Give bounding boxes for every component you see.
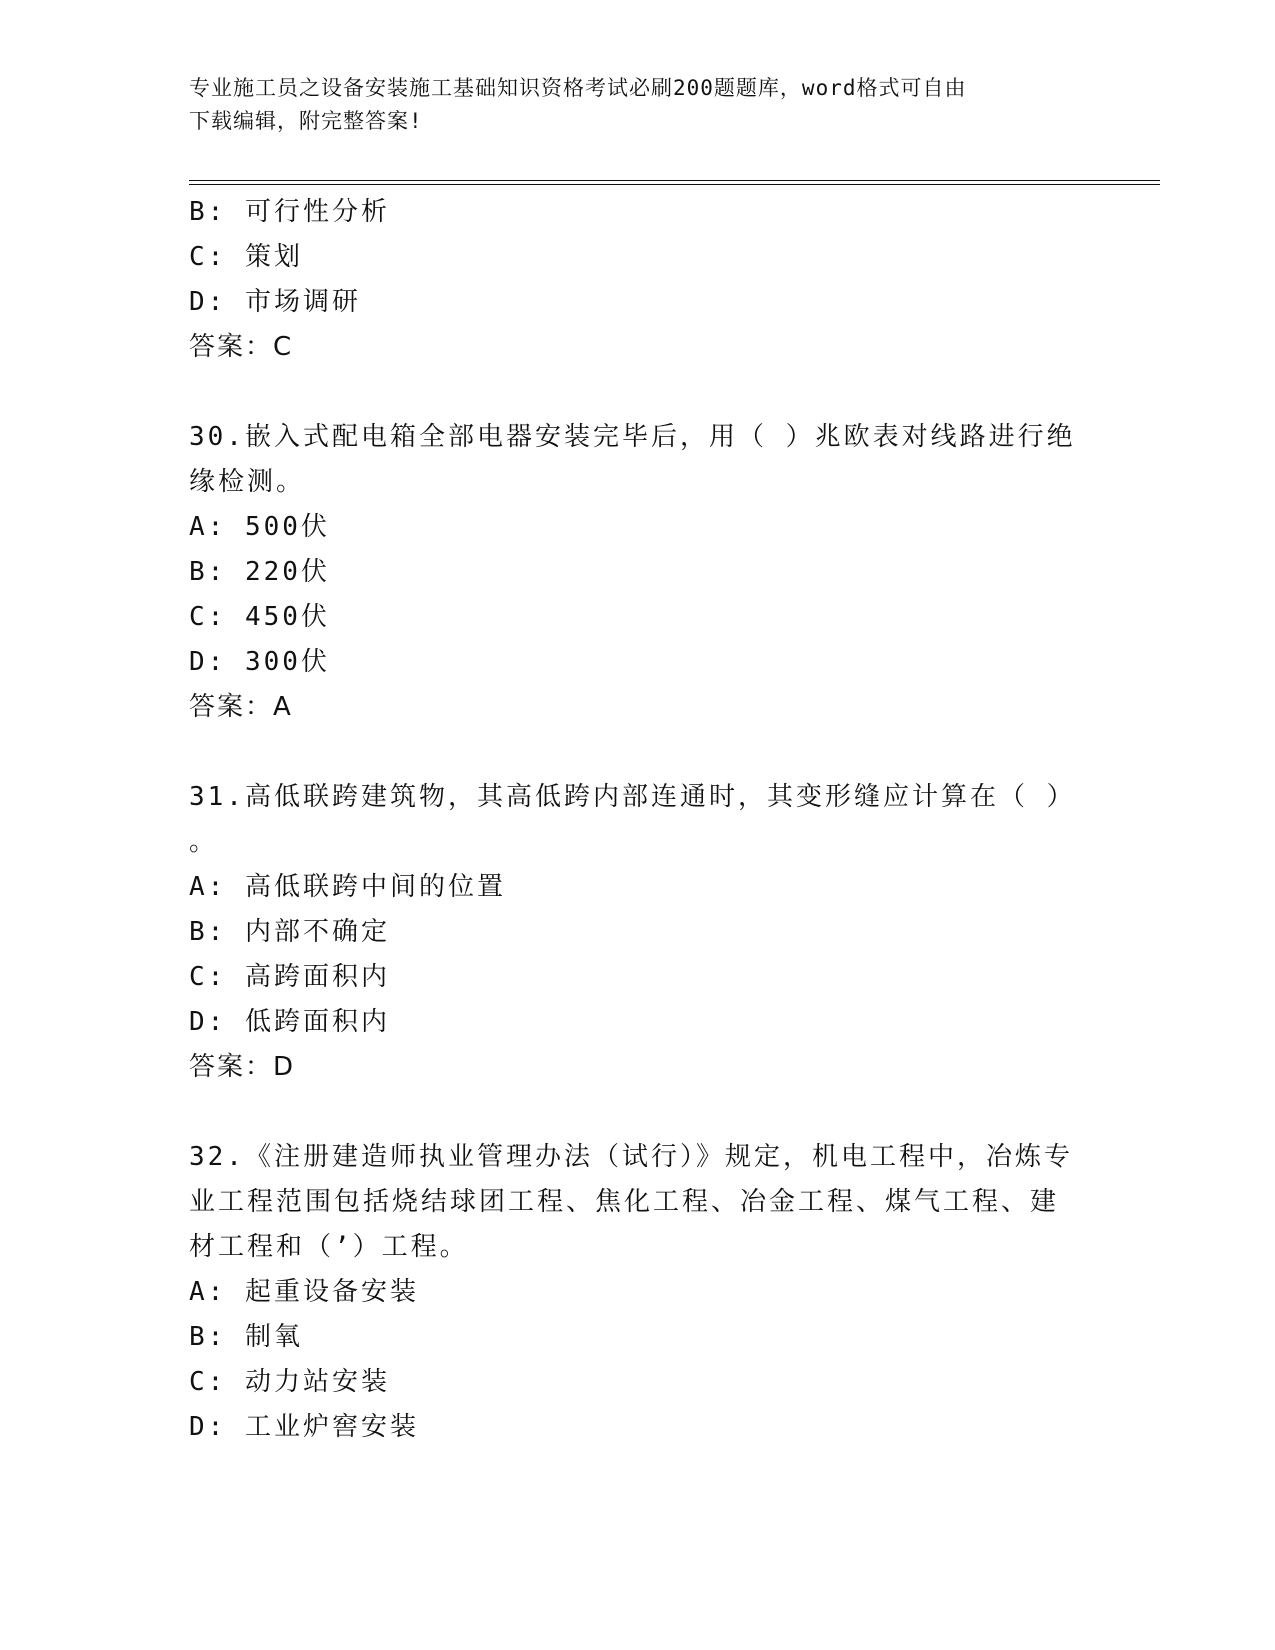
document-header: [189, 72, 1089, 138]
header-line-1: 专业施工员之设备安装施工基础知识资格考试必刷200题题库，word格式可自由: [189, 76, 967, 100]
q31-stem-line-2: 。: [189, 827, 219, 857]
q30-answer: 答案：A: [189, 692, 293, 722]
q31-option-a: A: 高低联跨中间的位置: [189, 872, 506, 902]
header-rule-bottom: [189, 184, 1160, 185]
q30-stem-line-1: 30.嵌入式配电箱全部电器安装完毕后，用（ ）兆欧表对线路进行绝: [189, 422, 1076, 452]
q30-option-d: D: 300伏: [189, 647, 330, 677]
q31-option-b: B: 内部不确定: [189, 917, 390, 947]
header-rule-top: [189, 180, 1160, 181]
q29-option-b: B: 可行性分析: [189, 197, 390, 227]
q32-option-c: C: 动力站安装: [189, 1367, 390, 1397]
q30-stem-line-2: 缘检测。: [189, 467, 306, 497]
q30-option-a: A: 500伏: [189, 512, 330, 542]
q32-option-b: B: 制氧: [189, 1322, 303, 1352]
q31-option-d: D: 低跨面积内: [189, 1007, 390, 1037]
q32-stem-line-1: 32.《注册建造师执业管理办法（试行）》规定，机电工程中，冶炼专: [189, 1142, 1073, 1172]
q30-option-b: B: 220伏: [189, 557, 330, 587]
q29-option-d: D: 市场调研: [189, 287, 361, 317]
q31-option-c: C: 高跨面积内: [189, 962, 390, 992]
header-line-2: 下载编辑，附完整答案!: [189, 109, 423, 133]
q31-answer: 答案：D: [189, 1052, 296, 1082]
q29-answer: 答案：C: [189, 332, 294, 362]
q32-option-a: A: 起重设备安装: [189, 1277, 419, 1307]
q32-stem-line-3: 材工程和（’）工程。: [189, 1232, 469, 1262]
q32-option-d: D: 工业炉窖安装: [189, 1412, 419, 1442]
q30-option-c: C: 450伏: [189, 602, 330, 632]
q29-option-c: C: 策划: [189, 242, 303, 272]
q32-stem-line-2: 业工程范围包括烧结球团工程、焦化工程、冶金工程、煤气工程、建: [189, 1187, 1060, 1217]
q31-stem-line-1: 31.高低联跨建筑物，其高低跨内部连通时，其变形缝应计算在（ ）: [189, 782, 1076, 812]
